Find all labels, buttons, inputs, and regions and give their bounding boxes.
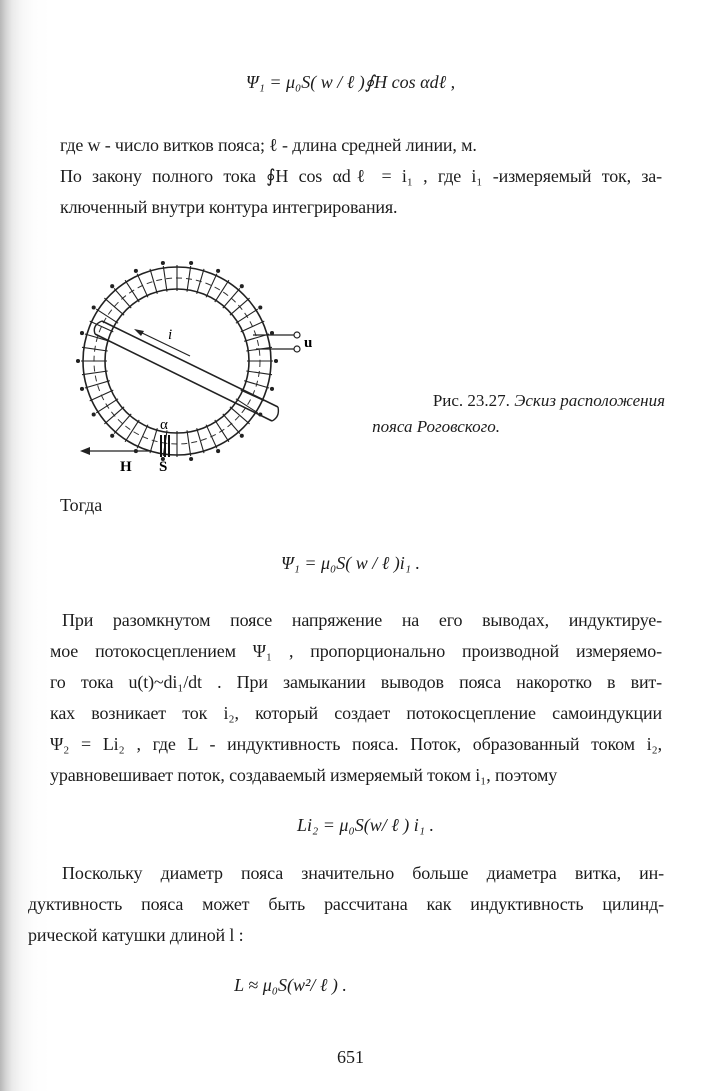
caption-text-1: Эскиз расположения <box>514 391 665 410</box>
text-line: рической катушки длиной l : <box>28 925 244 945</box>
winding-turn <box>223 288 240 308</box>
winding-turn <box>223 414 240 434</box>
flux-linkage-current-formula: Ψ₁ = μ₀S( w / ℓ )i₁ . <box>280 553 421 573</box>
winding-dot <box>81 387 84 390</box>
label-field-h: H <box>120 459 132 475</box>
conductor-bar <box>94 321 278 421</box>
winding-turn <box>82 371 108 375</box>
winding-turn <box>125 420 139 442</box>
winding-turn <box>236 399 258 413</box>
winding-dot <box>161 262 164 265</box>
word-togda: Тогда <box>60 495 103 515</box>
text-line: где w - число витков пояса; ℓ - длина средней линии, м. <box>60 135 477 155</box>
winding-turn <box>96 399 118 413</box>
paragraph-open-coil <box>50 605 662 791</box>
coil-winding-turns <box>77 262 278 461</box>
winding-dot <box>111 434 114 437</box>
winding-turn <box>90 321 114 332</box>
output-leads <box>253 332 300 352</box>
text-line: ках возникает ток i₂, который создает потокосцепление самоиндукции <box>50 703 662 723</box>
text-line: При разомкнутом поясе напряжение на его выводах, индуктируе- <box>62 610 662 630</box>
winding-turn <box>206 425 217 449</box>
winding-dot <box>240 434 243 437</box>
winding-dot <box>271 332 274 335</box>
winding-turn <box>150 269 157 294</box>
paragraph-inductance <box>28 858 664 951</box>
rogowski-coil-figure <box>40 255 340 480</box>
text-line: го тока u(t)~di₁/dt . При замыкании выводов пояса накоротко в вит- <box>50 672 662 692</box>
winding-dot <box>190 262 193 265</box>
winding-turn <box>90 390 114 401</box>
winding-turn <box>163 266 167 292</box>
page-number: 651 <box>337 1047 364 1067</box>
winding-turn <box>104 407 124 424</box>
text-line: Ψ₂ = Li₂ , где L - индуктивность пояса. Поток, образованный током i₂, <box>50 734 662 754</box>
winding-turn <box>187 430 191 456</box>
text-line: мое потокосцеплением Ψ₁ , пропорционально производной измеряемо- <box>50 641 662 661</box>
winding-turn <box>96 309 118 323</box>
text-line: дуктивность пояса может быть рассчитана как индуктивность цилинд- <box>28 894 664 914</box>
balance-formula: Li₂ = μ₀S(w/ ℓ ) i₁ . <box>297 815 434 835</box>
winding-turn <box>215 420 229 442</box>
winding-turn <box>230 298 250 315</box>
winding-turn <box>150 428 157 453</box>
winding-dot <box>134 269 137 272</box>
winding-turn <box>114 414 131 434</box>
winding-turn <box>206 274 217 298</box>
winding-turn <box>244 381 269 388</box>
winding-turn <box>197 428 204 453</box>
winding-dot <box>111 285 114 288</box>
winding-dot <box>92 413 95 416</box>
label-area-s: S <box>159 459 168 475</box>
winding-turn <box>241 321 265 332</box>
winding-dot <box>275 360 278 363</box>
label-current-i: i <box>168 327 173 343</box>
winding-turn <box>104 298 124 315</box>
winding-dot <box>259 306 262 309</box>
text-line: Поскольку диаметр пояса значительно больше диаметра витка, ин- <box>62 863 664 883</box>
winding-turn <box>125 280 139 302</box>
text-line: ключенный внутри контура интегрирования. <box>60 197 398 217</box>
caption-text-2: пояса Роговского. <box>372 417 500 436</box>
paragraph-definitions <box>60 130 662 223</box>
label-voltage-u: u <box>304 335 313 351</box>
winding-dot <box>77 360 80 363</box>
caption-number: Рис. 23.27. <box>432 391 510 410</box>
toroid-outer-circle <box>83 267 271 455</box>
winding-turn <box>236 309 258 323</box>
winding-dot <box>271 387 274 390</box>
winding-dot <box>92 306 95 309</box>
winding-dot <box>240 285 243 288</box>
figure-caption <box>330 388 665 440</box>
text-line: По закону полного тока ∮H cos αdℓ = i₁ , где i₁ -измеряемый ток, за- <box>60 166 662 186</box>
label-alpha: α <box>160 417 168 433</box>
winding-dot <box>217 450 220 453</box>
flux-linkage-formula: Ψ₁ = μ₀S( w / ℓ )∮H cos αdℓ , <box>245 72 456 92</box>
current-arrow <box>134 329 190 356</box>
winding-turn <box>137 274 148 298</box>
winding-turn <box>114 288 131 308</box>
winding-turn <box>197 269 204 294</box>
toroid-inner-circle <box>105 289 249 433</box>
inductance-formula: L ≈ μ₀S(w²/ ℓ ) . <box>234 975 347 995</box>
winding-turn <box>215 280 229 302</box>
mean-line-dashed <box>94 278 260 444</box>
winding-turn <box>85 381 110 388</box>
text-line: уравновешивает поток, создаваемый измеряемый током i₁, поэтому <box>50 765 558 785</box>
winding-dot <box>81 332 84 335</box>
winding-turn <box>137 425 148 449</box>
winding-dot <box>190 458 193 461</box>
winding-dot <box>217 269 220 272</box>
